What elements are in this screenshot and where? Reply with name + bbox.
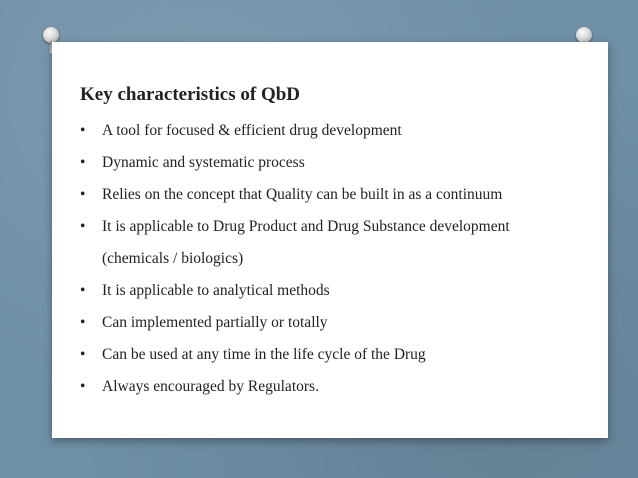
list-item <box>80 275 590 307</box>
bullet-dot: • <box>80 346 86 363</box>
list-item <box>80 339 590 371</box>
list-item-text: A tool for focused & efficient drug development <box>102 122 402 139</box>
list-item-text: Can implemented partially or totally <box>102 314 328 331</box>
bullet-dot: • <box>80 218 86 235</box>
list-item <box>80 147 590 179</box>
bullet-dot: • <box>80 154 86 171</box>
bullet-list <box>80 115 590 403</box>
bullet-dot: • <box>80 282 86 299</box>
bullet-dot: • <box>80 122 86 139</box>
list-item-text: Relies on the concept that Quality can be built in as a continuum <box>102 186 503 203</box>
pushpin-icon <box>576 27 592 43</box>
bullet-dot: • <box>80 314 86 331</box>
list-item-text: Dynamic and systematic process <box>102 154 305 171</box>
list-item <box>80 179 590 211</box>
list-item-text: It is applicable to analytical methods <box>102 282 330 299</box>
list-item <box>80 211 590 275</box>
list-item-continuation: (chemicals / biologics) <box>102 250 244 267</box>
slide-title: Key characteristics of QbD <box>80 84 301 105</box>
list-item-text: Can be used at any time in the life cycle of the Drug <box>102 346 426 363</box>
list-item <box>80 371 590 403</box>
list-item-text: Always encouraged by Regulators. <box>102 378 319 395</box>
bullet-dot: • <box>80 378 86 395</box>
list-item <box>80 307 590 339</box>
pushpin-icon <box>43 27 59 43</box>
list-item-text: It is applicable to Drug Product and Drug Substance development <box>102 218 510 235</box>
list-item <box>80 115 590 147</box>
bullet-dot: • <box>80 186 86 203</box>
